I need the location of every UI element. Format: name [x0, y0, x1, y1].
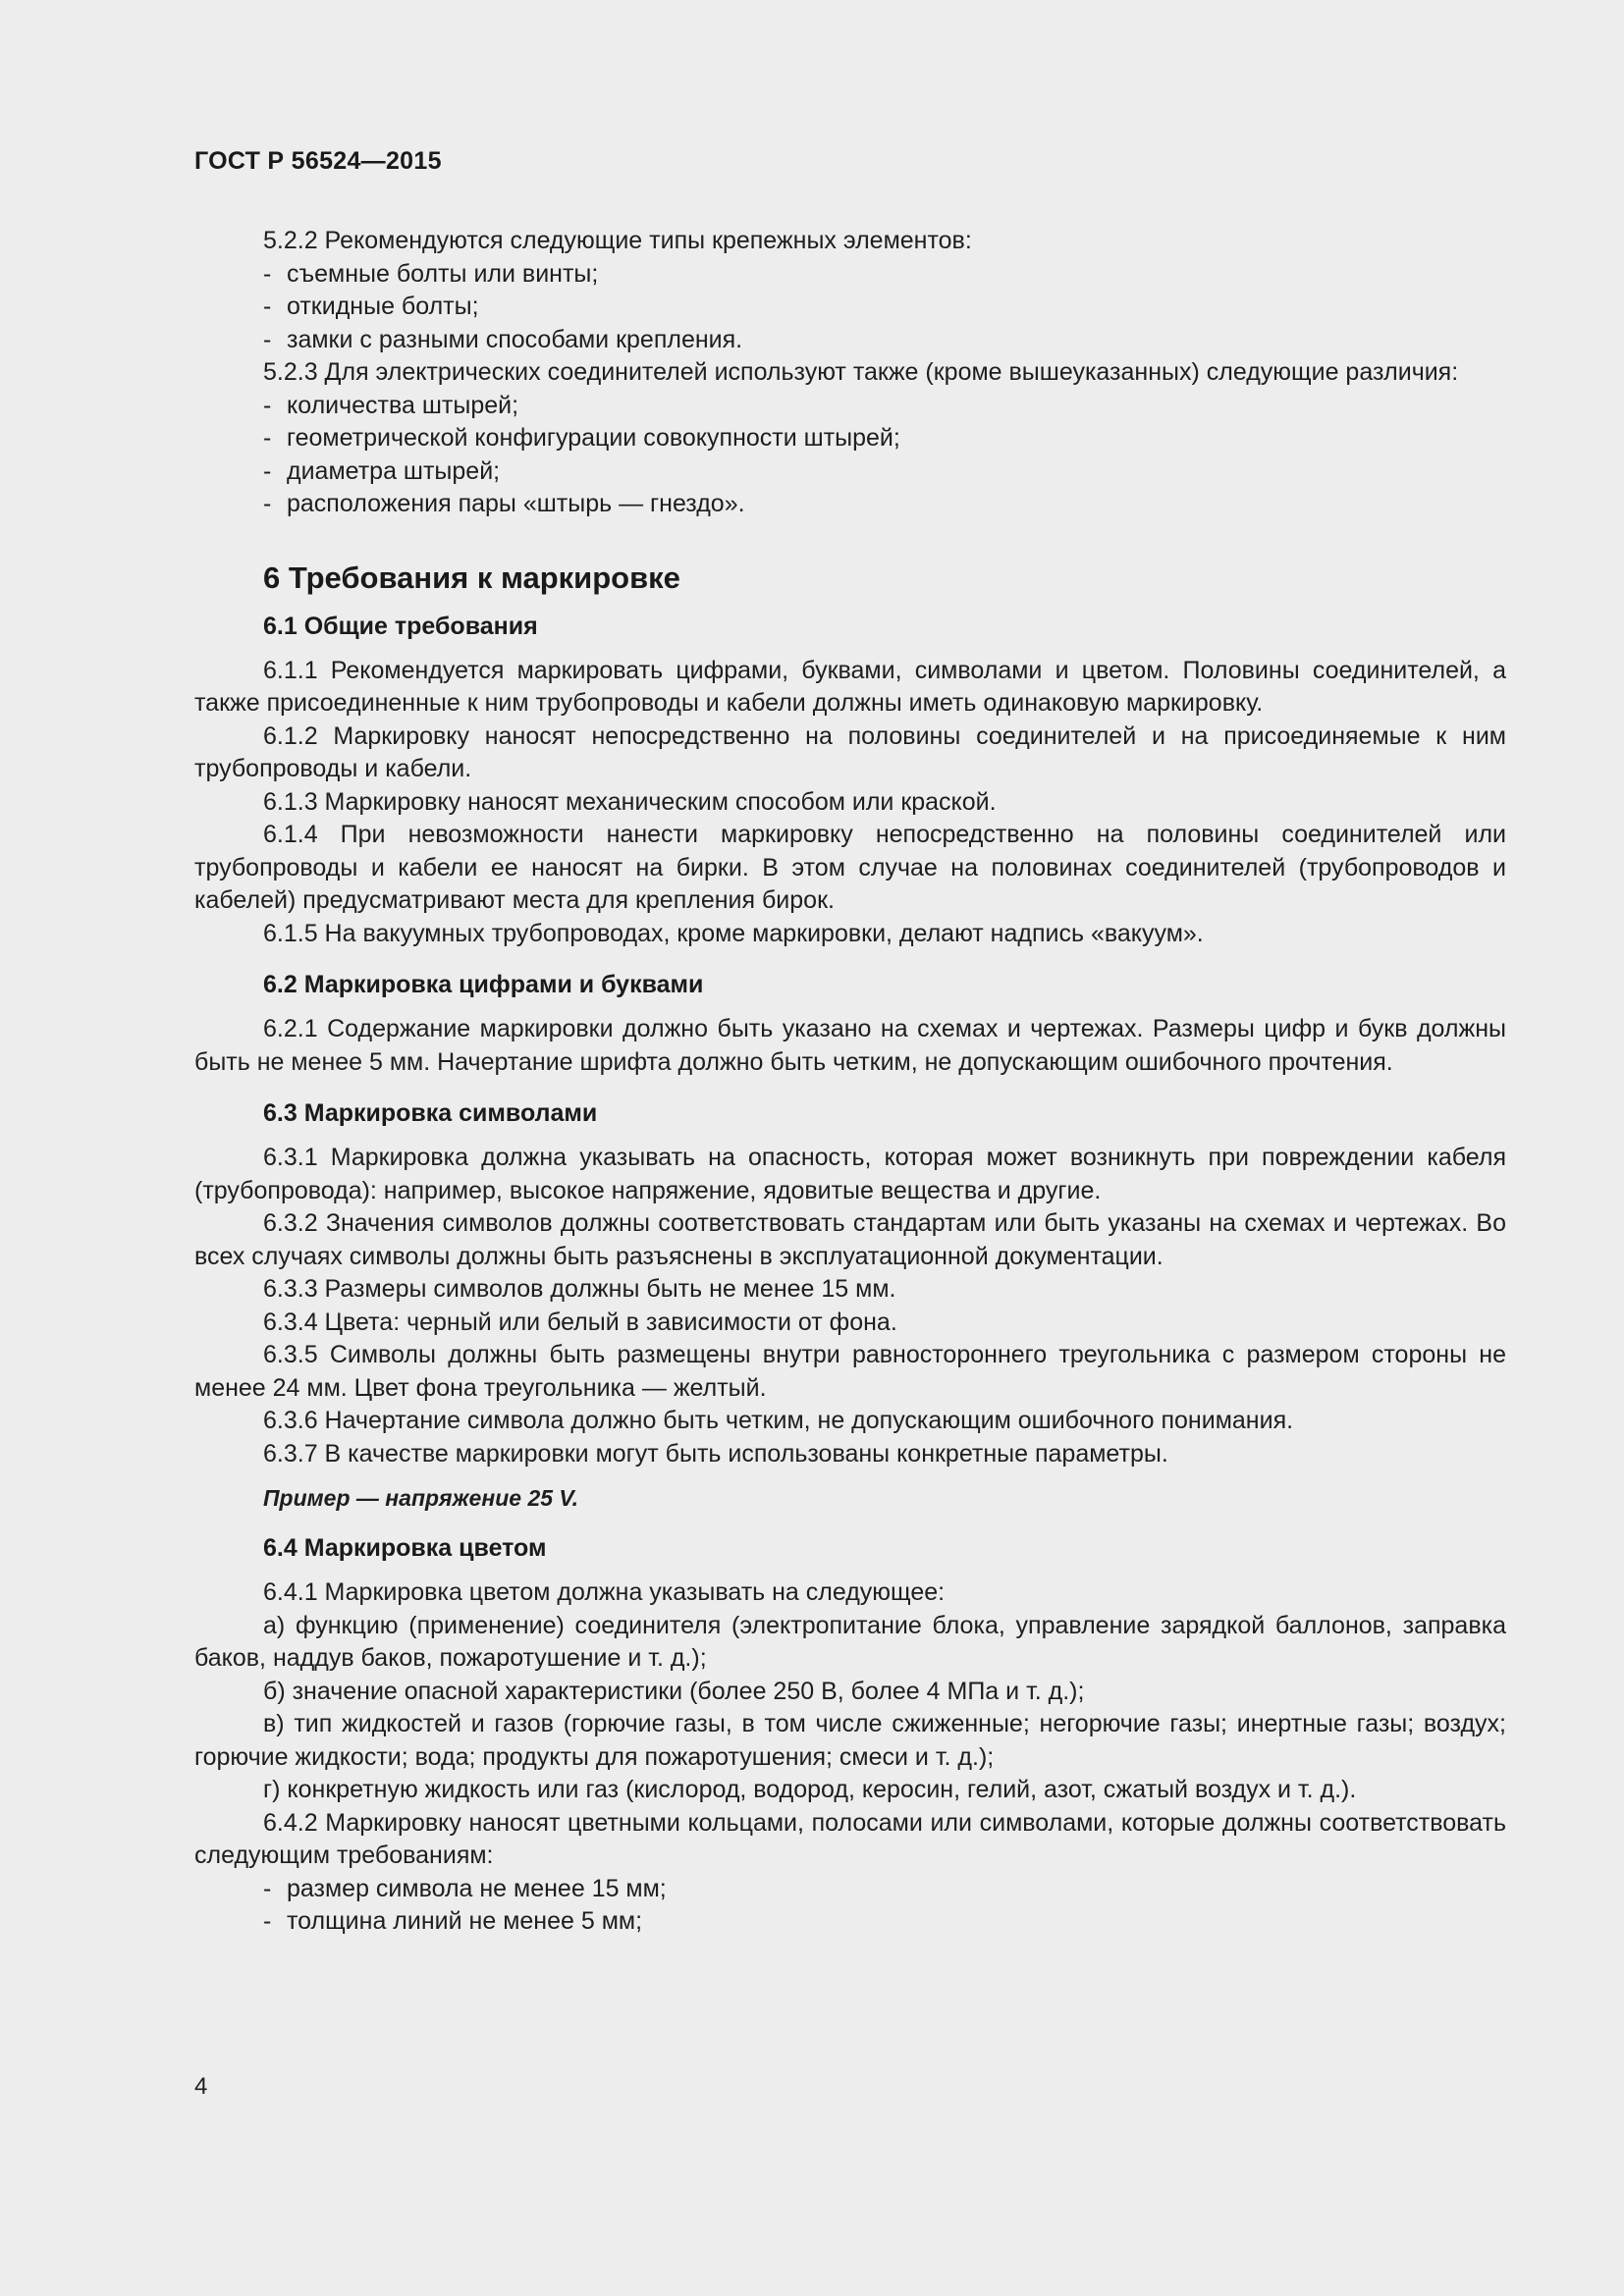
- page-number: 4: [194, 2073, 208, 2100]
- subsection-heading: 6.1 Общие требования: [263, 612, 538, 640]
- list-item: [263, 390, 1506, 423]
- paragraph: 5.2.2 Рекомендуются следующие типы крепежных элементов:: [263, 227, 972, 254]
- paragraph: 6.1.4 При невозможности нанести маркировку непосредственно на половины соединителей или трубопроводы и кабели ее наносят на бирки. В этом случае на половинах соединителей (трубопроводов и кабелей) предусматривают места для крепления бирок.: [194, 821, 1506, 914]
- paragraph: 6.3.3 Размеры символов должны быть не менее 15 мм.: [263, 1275, 896, 1303]
- subsection-heading: 6.3 Маркировка символами: [263, 1099, 598, 1127]
- paragraph: 5.2.3 Для электрических соединителей используют также (кроме вышеуказанных) следующие различия:: [263, 358, 1459, 386]
- paragraph: 6.4.1 Маркировка цветом должна указывать на следующее:: [263, 1578, 946, 1606]
- paragraph: 6.2.1 Содержание маркировки должно быть указано на схемах и чертежах. Размеры цифр и букв должны быть не менее 5 мм. Начертание шрифта должно быть четким, не допускающим ошибочного прочтения.: [194, 1015, 1506, 1076]
- list-item-text: размер символа не менее 15 мм;: [287, 1874, 667, 1902]
- paragraph: 6.4.2 Маркировку наносят цветными кольцами, полосами или символами, которые должны соответствовать следующим требованиям:: [194, 1808, 1506, 1869]
- list-item-text: расположения пары «штырь — гнездо».: [287, 490, 745, 517]
- section-heading: 6 Требования к маркировке: [263, 560, 680, 595]
- paragraph: 6.1.1 Рекомендуется маркировать цифрами, буквами, символами и цветом. Половины соединителей, а также присоединенные к ним трубопроводы и кабели должны иметь одинаковую маркировку.: [194, 656, 1506, 717]
- list-item: [263, 1905, 1506, 1939]
- document-header: ГОСТ Р 56524—2015: [194, 147, 442, 175]
- list-dash: -: [263, 1907, 272, 1935]
- list-dash: -: [263, 456, 272, 485]
- list-item: [263, 1873, 1506, 1906]
- list-item: [263, 324, 1506, 357]
- subsection-heading: 6.2 Маркировка цифрами и буквами: [263, 971, 704, 998]
- paragraph: а) функцию (применение) соединителя (электропитание блока, управление зарядкой баллонов, заправка баков, наддув баков, пожаротушение и т. д.);: [194, 1611, 1506, 1672]
- list-item: [263, 291, 1506, 324]
- list-item: [263, 258, 1506, 292]
- paragraph: 6.3.2 Значения символов должны соответствовать стандартам или быть указаны на схемах и чертежах. Во всех случаях символы должны быть разъяснены в эксплуатационной документации.: [194, 1209, 1506, 1270]
- list-item-text: толщина линий не менее 5 мм;: [287, 1907, 643, 1935]
- list-dash: -: [263, 391, 272, 419]
- list-item-text: замки с разными способами крепления.: [287, 325, 743, 353]
- paragraph: 6.1.3 Маркировку наносят механическим способом или краской.: [263, 787, 997, 816]
- paragraph: 6.3.7 В качестве маркировки могут быть использованы конкретные параметры.: [263, 1439, 1168, 1468]
- list-item-text: откидные болты;: [287, 293, 479, 320]
- paragraph: 6.1.2 Маркировку наносят непосредственно на половины соединителей и на присоединяемые к ним трубопроводы и кабели.: [194, 721, 1506, 782]
- list-dash: -: [263, 424, 272, 452]
- list-item-text: съемные болты или винты;: [287, 259, 599, 288]
- paragraph: 6.3.5 Символы должны быть размещены внутри равностороннего треугольника с размером стороны не менее 24 мм. Цвет фона треугольника — желтый.: [194, 1341, 1506, 1402]
- paragraph: 6.3.6 Начертание символа должно быть четким, не допускающим ошибочного понимания.: [263, 1407, 1294, 1434]
- list-item: [263, 488, 1506, 521]
- list-item: [263, 422, 1506, 455]
- paragraph: 6.3.1 Маркировка должна указывать на опасность, которая может возникнуть при повреждении кабеля (трубопровода): например, высокое напряжение, ядовитые вещества и другие.: [194, 1144, 1506, 1204]
- example-note: Пример — напряжение 25 V.: [263, 1485, 579, 1511]
- list-item-text: диаметра штырей;: [287, 456, 501, 485]
- list-item-text: геометрической конфигурации совокупности штырей;: [287, 424, 900, 452]
- list-item-text: количества штырей;: [287, 391, 519, 419]
- subsection-heading: 6.4 Маркировка цветом: [263, 1534, 547, 1562]
- paragraph: 6.1.5 На вакуумных трубопроводах, кроме маркировки, делают надпись «вакуум».: [263, 919, 1204, 947]
- list-dash: -: [263, 259, 272, 288]
- list-dash: -: [263, 490, 272, 517]
- paragraph: г) конкретную жидкость или газ (кислород, водород, керосин, гелий, азот, сжатый воздух и т. д.).: [263, 1776, 1357, 1803]
- list-dash: -: [263, 293, 272, 320]
- list-dash: -: [263, 325, 272, 353]
- list-dash: -: [263, 1874, 272, 1902]
- list-item: [263, 455, 1506, 489]
- document-body: [194, 225, 1506, 1939]
- paragraph: в) тип жидкостей и газов (горючие газы, в том числе сжиженные; негорючие газы; инертные газы; воздух; горючие жидкости; вода; продукты для пожаротушения; смеси и т. д.);: [194, 1710, 1506, 1771]
- paragraph: 6.3.4 Цвета: черный или белый в зависимости от фона.: [263, 1308, 897, 1336]
- paragraph: б) значение опасной характеристики (более 250 В, более 4 МПа и т. д.);: [263, 1677, 1085, 1705]
